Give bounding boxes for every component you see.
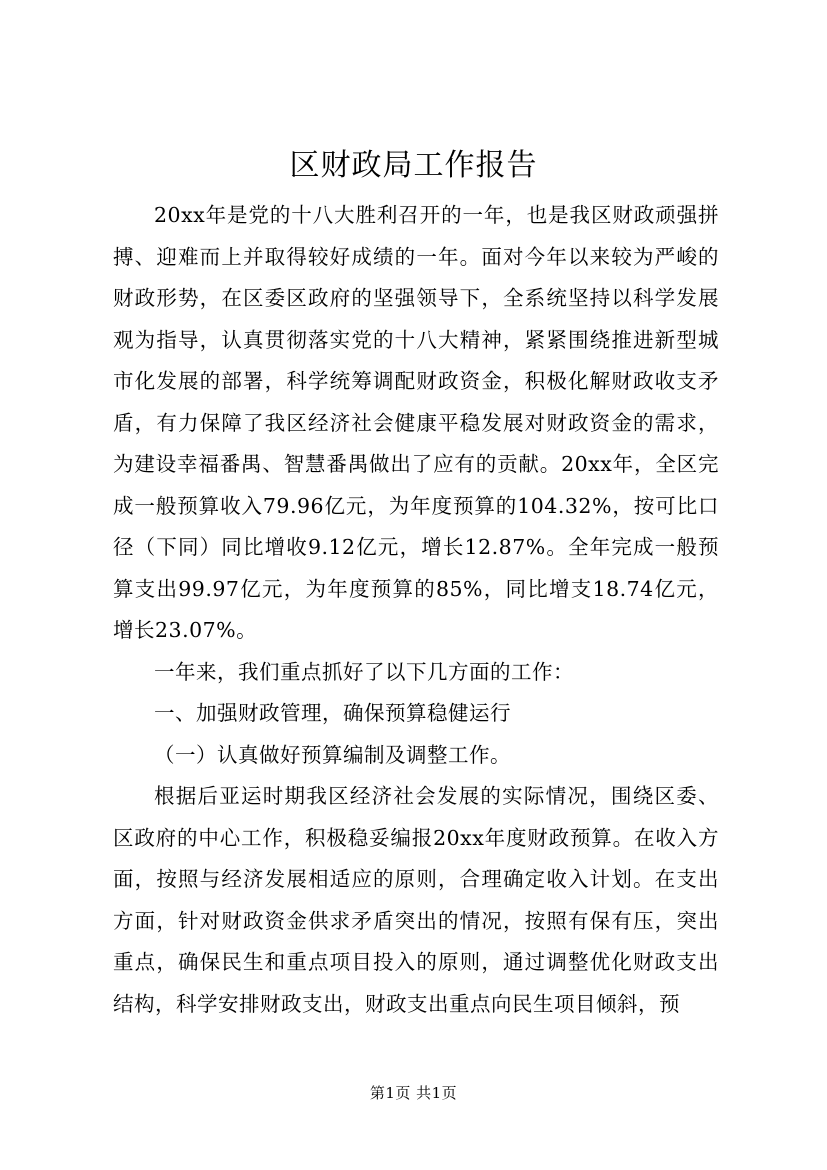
section-heading-1: 一、加强财政管理，确保预算稳健运行 (154, 701, 511, 725)
paragraph-budget: 根据后亚运时期我区经济社会发展的实际情况，围绕区委、区政府的中心工作，积极稳妥编报20xx年度财政预算。在收入方面，按照与经济发展相适应的原则，合理确定收入计划。在支出方面，针对财政资金供求矛盾突出的情况，按照有保有压，突出重点，确保民生和重点项目投入的原则，通过调整优化财政支出结构，科学安排财政支出，财政支出重点向民生项目倾斜，预 (113, 784, 719, 1016)
subsection-heading-1: （一）认真做好预算编制及调整工作。 (154, 742, 511, 767)
document-body (113, 195, 719, 1025)
page-footer: 第1页 共1页 (369, 1084, 458, 1102)
paragraph-intro: 20xx年是党的十八大胜利召开的一年，也是我区财政顽强拼搏、迎难而上并取得较好成绩的一年。面对今年以来较为严峻的财政形势，在区委区政府的坚强领导下，全系统坚持以科学发展观为指导，认真贯彻落实党的十八大精神，紧紧围绕推进新型城市化发展的部署，科学统筹调配财政资金，积极化解财政收支矛盾，有力保障了我区经济社会健康平稳发展对财政资金的需求，为建设幸福番禺、智慧番禺做出了应有的贡献。20xx年，全区完成一般预算收入79.96亿元，为年度预算的104.32%，按可比口径（下同）同比增收9.12亿元，增长12.87%。全年完成一般预算支出99.97亿元，为年度预算的85%，同比增支18.74亿元，增长23.07%。 (113, 203, 719, 642)
document-title: 区财政局工作报告 (289, 148, 538, 183)
paragraph-summary-lead: 一年来，我们重点抓好了以下几方面的工作： (154, 659, 574, 684)
